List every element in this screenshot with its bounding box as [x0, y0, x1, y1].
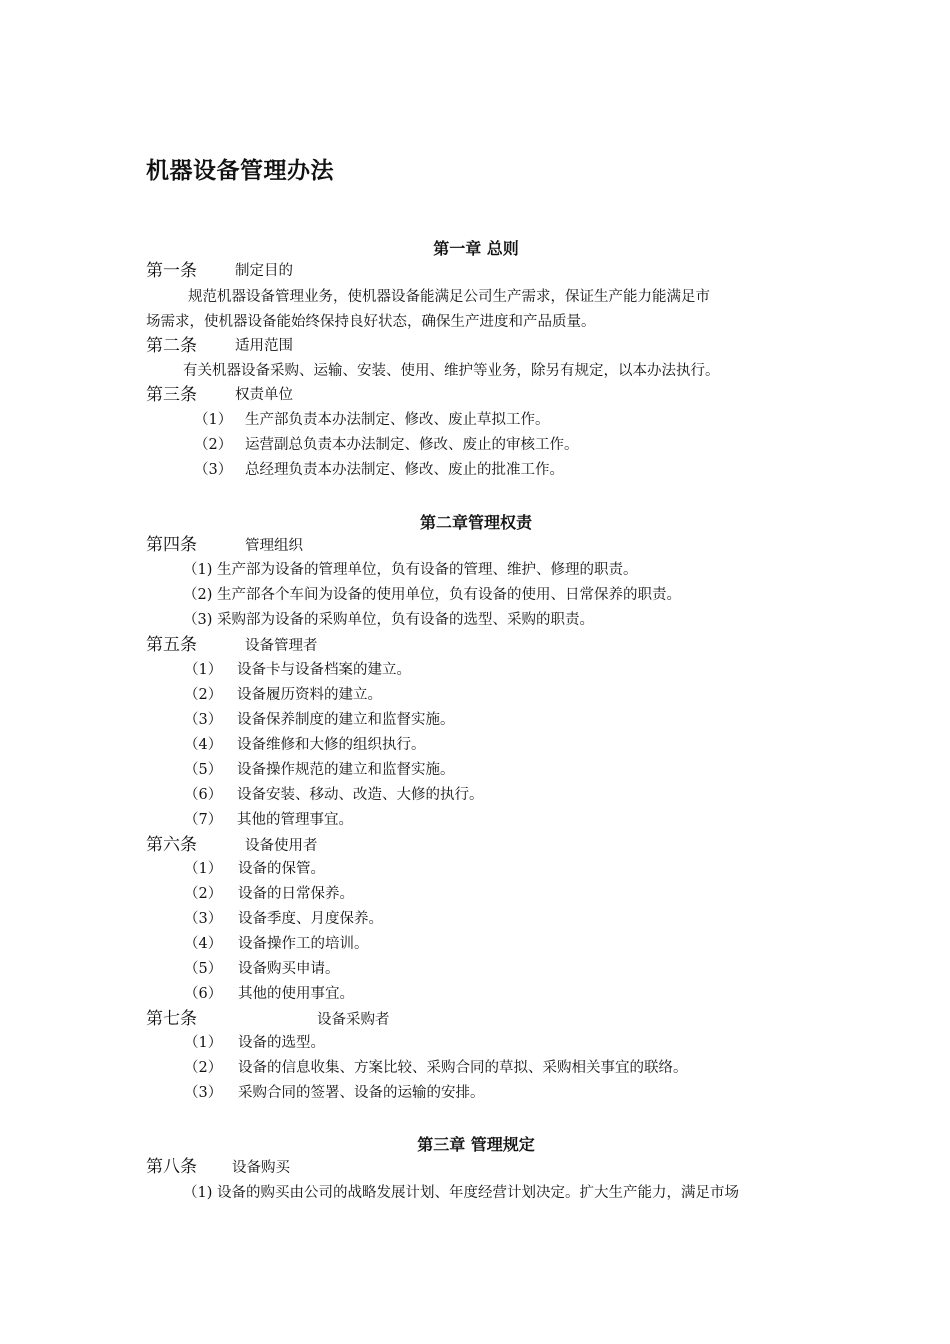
list-item: 设备的日常保养。 — [238, 886, 354, 902]
list-item: 设备保养制度的建立和监督实施。 — [237, 712, 455, 728]
article-8-title: 设备购买 — [232, 1160, 290, 1176]
list-item-number: （6） — [184, 986, 223, 1002]
list-item-number: （4） — [184, 737, 223, 753]
article-1-title: 制定目的 — [235, 263, 293, 279]
chapter-2-heading: 第二章管理权责 — [419, 513, 532, 532]
chapter-1-heading: 第一章 总则 — [433, 239, 519, 258]
list-item-number: （5） — [184, 961, 223, 977]
list-item: 设备卡与设备档案的建立。 — [237, 662, 411, 678]
article-3-title: 权责单位 — [235, 387, 293, 403]
article-8-number: 第八条 — [146, 1157, 197, 1177]
list-item: 设备安装、移动、改造、大修的执行。 — [237, 787, 484, 803]
article-1-number: 第一条 — [146, 261, 197, 281]
list-item: （1) 生产部为设备的管理单位，负有设备的管理、维护、修理的职责。 — [183, 562, 638, 578]
list-item-number: （4） — [184, 936, 223, 952]
list-item: 设备操作规范的建立和监督实施。 — [237, 762, 455, 778]
article-5-number: 第五条 — [146, 635, 197, 655]
list-item: （1) 设备的购买由公司的战略发展计划、年度经营计划决定。扩大生产能力，满足市场 — [183, 1185, 739, 1201]
article-5-title: 设备管理者 — [245, 638, 318, 654]
article-4-title: 管理组织 — [245, 538, 303, 554]
list-item: 运营副总负责本办法制定、修改、废止的审核工作。 — [245, 437, 579, 453]
list-item-number: （6） — [184, 787, 223, 803]
list-item: （3) 采购部为设备的采购单位，负有设备的选型、采购的职责。 — [183, 612, 594, 628]
list-item-number: （3） — [194, 462, 233, 478]
list-item: （2) 生产部各个车间为设备的使用单位，负有设备的使用、日常保养的职责。 — [183, 587, 681, 603]
article-4-number: 第四条 — [146, 535, 197, 555]
article-2-paragraph: 有关机器设备采购、运输、安装、使用、维护等业务，除另有规定，以本办法执行。 — [183, 363, 720, 379]
list-item-number: （3） — [184, 712, 223, 728]
list-item-number: （7） — [184, 812, 223, 828]
list-item: 设备操作工的培训。 — [238, 936, 369, 952]
article-3-number: 第三条 — [146, 385, 197, 405]
article-1-paragraph-line: 规范机器设备管理业务，使机器设备能满足公司生产需求，保证生产能力能满足市 — [188, 289, 710, 305]
article-6-number: 第六条 — [146, 835, 197, 855]
list-item-number: （3） — [184, 1085, 223, 1101]
list-item-number: （1） — [184, 1035, 223, 1051]
article-7-title: 设备采购者 — [317, 1012, 390, 1028]
list-item: 生产部负责本办法制定、修改、废止草拟工作。 — [245, 412, 550, 428]
list-item: 设备的信息收集、方案比较、采购合同的草拟、采购相关事宜的联络。 — [238, 1060, 688, 1076]
article-2-title: 适用范围 — [235, 338, 293, 354]
list-item-number: （3） — [184, 911, 223, 927]
list-item-number: （1） — [194, 412, 233, 428]
list-item: 设备的保管。 — [238, 861, 325, 877]
list-item: 设备维修和大修的组织执行。 — [237, 737, 426, 753]
list-item-number: （1） — [184, 861, 223, 877]
list-item: 其他的使用事宜。 — [238, 986, 354, 1002]
article-7-number: 第七条 — [146, 1009, 197, 1029]
article-1-paragraph-line: 场需求，使机器设备能始终保持良好状态，确保生产进度和产品质量。 — [146, 314, 596, 330]
document-title: 机器设备管理办法 — [146, 158, 334, 184]
article-2-number: 第二条 — [146, 336, 197, 356]
list-item: 设备购买申请。 — [238, 961, 340, 977]
list-item-number: （2） — [184, 687, 223, 703]
list-item-number: （2） — [184, 1060, 223, 1076]
list-item-number: （5） — [184, 762, 223, 778]
article-6-title: 设备使用者 — [245, 838, 318, 854]
list-item: 采购合同的签署、设备的运输的安排。 — [238, 1085, 485, 1101]
list-item: 总经理负责本办法制定、修改、废止的批准工作。 — [245, 462, 564, 478]
list-item-number: （1） — [184, 662, 223, 678]
list-item-number: （2） — [184, 886, 223, 902]
list-item-number: （2） — [194, 437, 233, 453]
list-item: 其他的管理事宜。 — [237, 812, 353, 828]
list-item: 设备季度、月度保养。 — [238, 911, 383, 927]
list-item: 设备的选型。 — [238, 1035, 325, 1051]
chapter-3-heading: 第三章 管理规定 — [417, 1135, 535, 1154]
list-item: 设备履历资料的建立。 — [237, 687, 382, 703]
